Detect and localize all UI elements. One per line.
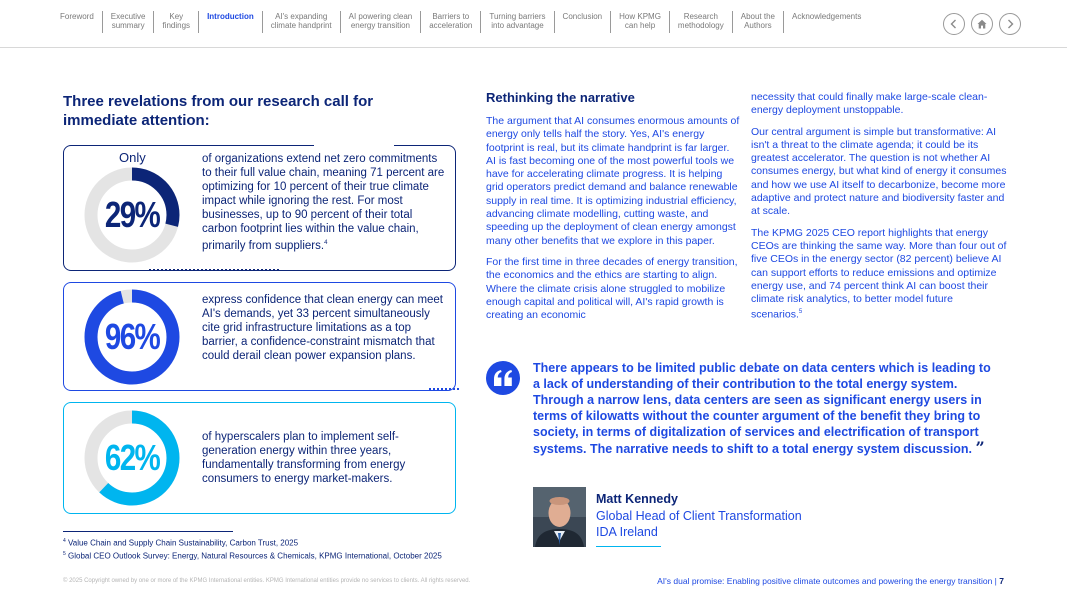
pull-quote: There appears to be limited public debate on data centers which is leading to a lack of understanding of their contribution to the total energy system. Through a narrow lens, data centers are seen as significant energy users in terms of kilowatts without the counter argument of the benefit they bring to society, in terms of digitalization of services and electrification of transport systems. The narrative needs to shift to a total energy system discussion. ”: [533, 361, 991, 457]
stat-card-96: [63, 282, 456, 391]
card-gap: [314, 144, 394, 146]
top-navigation: [0, 0, 1067, 48]
stat-card-29: [63, 145, 456, 271]
nav-item-turning-barriers[interactable]: Turning barriers into advantage: [480, 11, 553, 33]
nav-item-foreword[interactable]: Foreword: [60, 12, 94, 21]
nav-item-executive-summary[interactable]: Executive summary: [102, 11, 154, 33]
dotted-accent: [429, 388, 459, 390]
paragraph: The argument that AI consumes enormous amounts of energy only tells half the story. Yes, AI's energy footprint is real, but its climate handprint is far larger. AI is fast becoming one of the most powerful tools we have for accelerating climate progress. It is helping grid operators predict demand and balance renewable supply in real time. It is optimizing industrial efficiency, advancing climate modelling, cutting waste, and speeding up the deployment of clean energy amongst many other benefits that we explore in this paper.: [486, 115, 740, 247]
revelations-heading: Three revelations from our research call for immediate attention:: [63, 93, 374, 129]
nav-item-key-findings[interactable]: Key findings: [153, 11, 198, 33]
paragraph: The KPMG 2025 CEO report highlights that energy CEOs are thinking the same way. More than four out of five CEOs in the energy sector (82 percent) believe AI can support efforts to reduce emissions and optimize energy use, and 74 percent think AI can boost their climate risk analytics, to better model future scenarios.$^5$: [751, 226, 1007, 321]
donut-62: [83, 409, 181, 507]
nav-item-conclusion[interactable]: Conclusion: [554, 11, 611, 33]
article-heading: Rethinking the narrative: [486, 90, 635, 105]
article-column-middle: [486, 115, 741, 330]
section-nav-list: [52, 11, 869, 33]
nav-item-barriers[interactable]: Barriers to acceleration: [420, 11, 480, 33]
footnote-4: $^4$ Value Chain and Supply Chain Sustainability, Carbon Trust, 2025: [63, 538, 299, 548]
author-role: Global Head of Client Transformation: [596, 509, 802, 523]
stat-description: of organizations extend net zero commitments to their full value chain, meaning 71 percent are optimizing for 10 percent of their true climate impact while ignoring the rest. For most businesses, up to 90 percent of their total carbon footprint lies within the value chain, primarily from suppliers.$^4$: [202, 153, 445, 252]
nav-item-acknowledgements[interactable]: Acknowledgements: [783, 11, 869, 33]
quote-mark-icon: [486, 361, 520, 395]
next-page-button[interactable]: [999, 13, 1021, 35]
footnote-5: $^5$ Global CEO Outlook Survey: Energy, Natural Resources & Chemicals, KPMG International, October 2025: [63, 550, 442, 561]
article-column-right: [751, 91, 1007, 330]
footnotes: [63, 536, 442, 561]
stat-card-62: [63, 402, 456, 514]
footnote-divider: [63, 531, 233, 532]
chevron-left-icon: [948, 18, 960, 30]
author-name: Matt Kennedy: [596, 492, 678, 506]
author-organization: IDA Ireland: [596, 525, 658, 539]
stat-value: 62%: [104, 437, 160, 478]
prev-page-button[interactable]: [943, 13, 965, 35]
nav-item-clean-energy-transition[interactable]: AI powering clean energy transition: [340, 11, 421, 33]
nav-item-climate-handprint[interactable]: AI's expanding climate handprint: [262, 11, 340, 33]
stat-description: of hyperscalers plan to implement self-generation energy within three years, fundamentally transforming from energy consumers to energy market-makers.: [202, 431, 406, 485]
chevron-right-icon: [1004, 18, 1016, 30]
paragraph: Our central argument is simple but transformative: AI isn't a threat to the climate agenda; it could be its greatest accelerator. The question is not whether AI consumes energy, but what kind of energy it consumes and how we use AI itself to decarbonize, become more adaptive and protect nature and biodiversity faster and at scale.: [751, 125, 1007, 218]
stat-prefix: Only: [119, 150, 146, 165]
dotted-accent: [149, 269, 279, 271]
footnote-ref: 4: [324, 240, 328, 246]
footer-report-title: AI's dual promise: Enabling positive climate outcomes and powering the energy transition | 7: [657, 576, 1004, 586]
donut-96: [83, 288, 181, 386]
donut-29: [83, 166, 181, 264]
home-icon: [976, 18, 988, 30]
stat-value: 29%: [104, 194, 160, 235]
nav-item-research-methodology[interactable]: Research methodology: [669, 11, 732, 33]
copyright-notice: © 2025 Copyright owned by one or more of the KPMG International entities. KPMG International entities provide no services to clients. All rights reserved.: [63, 578, 471, 584]
paragraph: necessity that could finally make large-scale clean-energy deployment unstoppable.: [751, 91, 988, 117]
author-divider: [596, 546, 661, 547]
paragraph: For the first time in three decades of energy transition, the economics and the ethics are starting to align. Where the climate crisis alone struggled to mobilize enough capital and political will, AI's rapid growth is creating an economic: [486, 255, 738, 322]
page-number: 7: [999, 576, 1004, 586]
nav-item-about-authors[interactable]: About the Authors: [732, 11, 783, 33]
close-quote-mark: ”: [975, 438, 985, 457]
home-button[interactable]: [971, 13, 993, 35]
stat-description: express confidence that clean energy can meet AI's demands, yet 33 percent simultaneously cite grid infrastructure limitations as a top barrier, a confidence-constraint mismatch that could derail clean power expansion plans.: [202, 294, 444, 362]
nav-item-introduction[interactable]: Introduction: [198, 11, 262, 33]
footnote-ref: 5: [798, 309, 803, 316]
author-photo: [533, 487, 586, 547]
nav-item-how-kpmg-can-help[interactable]: How KPMG can help: [610, 11, 669, 33]
stat-value: 96%: [104, 316, 160, 357]
author-portrait: [533, 487, 586, 547]
open-quote-glyph: [493, 370, 513, 386]
